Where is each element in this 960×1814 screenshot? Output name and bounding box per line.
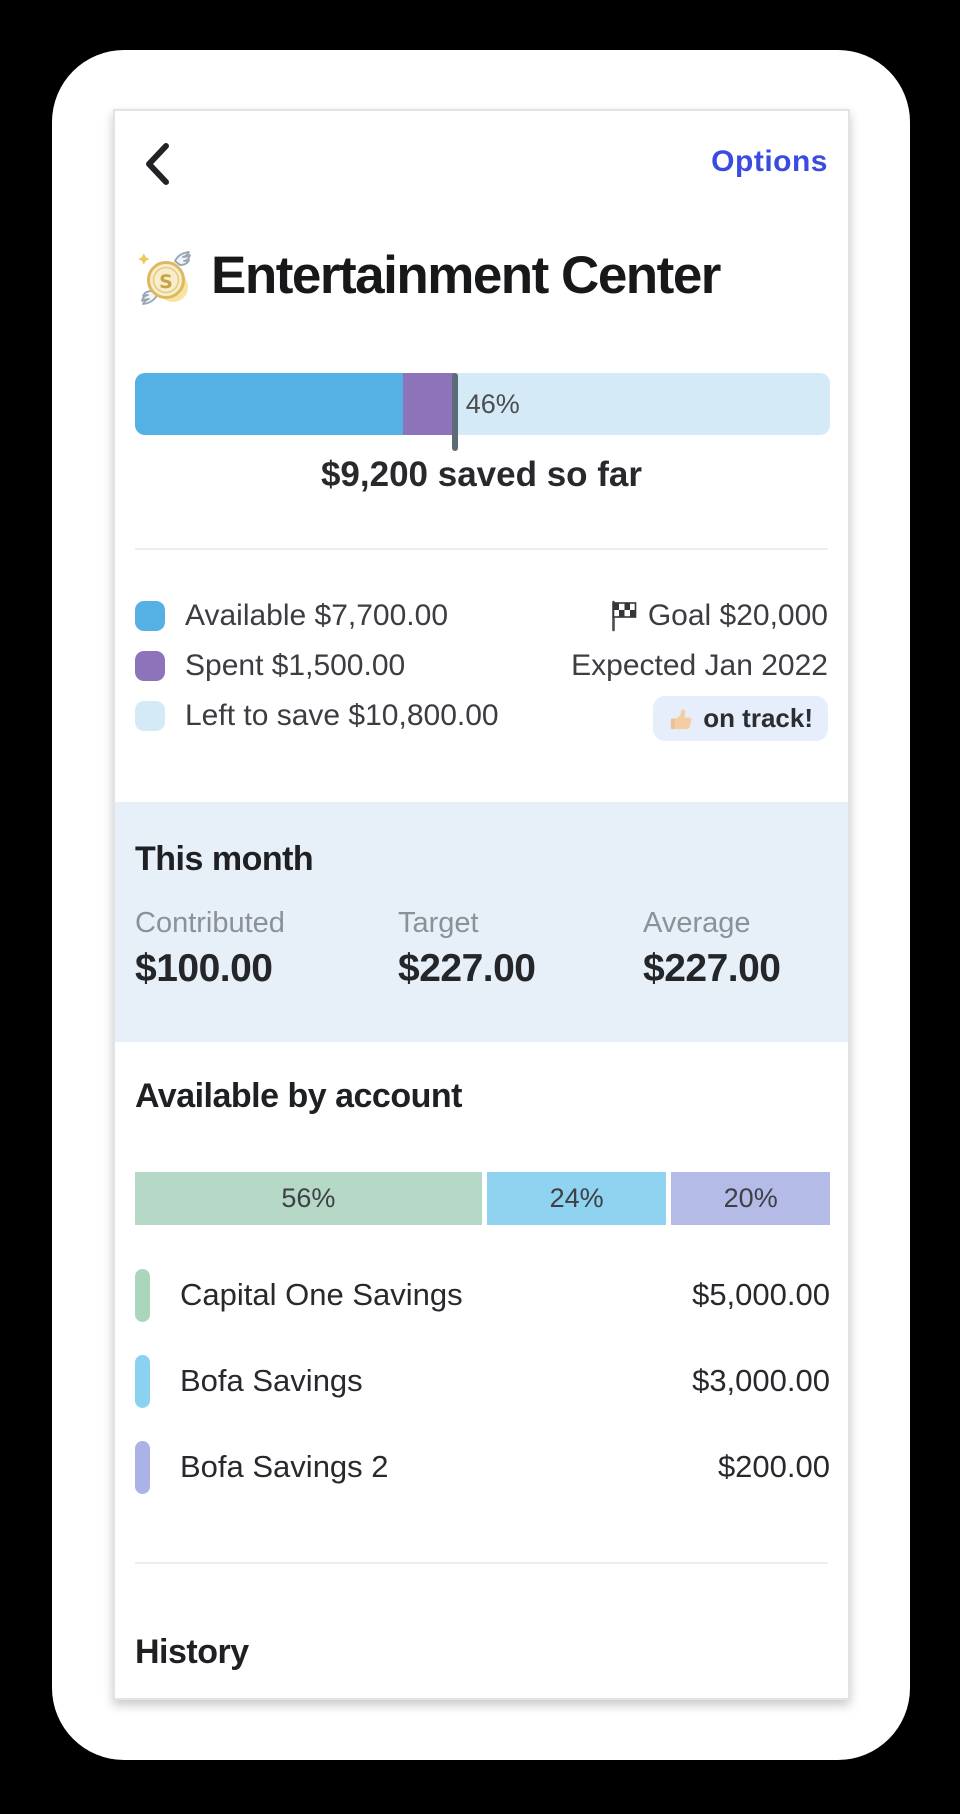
goal-progress-bar bbox=[135, 373, 830, 453]
distribution-segment-1 bbox=[135, 1172, 482, 1225]
goal-header bbox=[135, 231, 838, 319]
legend-item-left-to-save bbox=[135, 691, 499, 741]
svg-text:S: S bbox=[159, 271, 173, 293]
options-button[interactable]: Options bbox=[711, 145, 828, 178]
stat-label: Target bbox=[398, 907, 479, 939]
available-by-account-section bbox=[135, 1077, 830, 1525]
goal-amount-label: Goal $20,000 bbox=[647, 599, 828, 632]
account-row-bofa-savings[interactable] bbox=[135, 1353, 830, 1409]
legend-item-spent bbox=[135, 641, 499, 691]
left-to-save-swatch bbox=[135, 701, 165, 731]
stat-label: Average bbox=[643, 907, 751, 939]
legend-label: Spent $1,500.00 bbox=[185, 649, 406, 682]
thumbs-up-icon bbox=[668, 706, 694, 732]
account-amount: $200.00 bbox=[717, 1449, 830, 1484]
account-color-pill bbox=[135, 1441, 150, 1494]
stat-value: $227.00 bbox=[398, 947, 536, 990]
available-by-account-title: Available by account bbox=[135, 1077, 462, 1115]
expected-date-label: Expected Jan 2022 bbox=[571, 649, 828, 682]
account-amount: $5,000.00 bbox=[692, 1277, 830, 1312]
legend-item-available bbox=[135, 591, 499, 641]
chevron-left-icon bbox=[143, 141, 171, 187]
status-badge bbox=[653, 696, 828, 741]
stat-contributed bbox=[135, 907, 398, 991]
segment-percent-label: 24% bbox=[549, 1183, 604, 1213]
money-with-wings-icon bbox=[135, 239, 197, 311]
legend-list bbox=[135, 591, 499, 741]
distribution-segment-2 bbox=[487, 1172, 667, 1225]
spent-swatch bbox=[135, 651, 165, 681]
account-name: Bofa Savings bbox=[180, 1363, 363, 1398]
this-month-section bbox=[115, 802, 848, 1042]
account-amount: $3,000.00 bbox=[692, 1363, 830, 1398]
account-name: Capital One Savings bbox=[180, 1277, 463, 1312]
goal-legend bbox=[135, 591, 828, 741]
stat-label: Contributed bbox=[135, 907, 285, 939]
progress-segment-available bbox=[135, 373, 403, 435]
stat-value: $100.00 bbox=[135, 947, 273, 990]
account-row-capital-one-savings[interactable] bbox=[135, 1267, 830, 1323]
available-swatch bbox=[135, 601, 165, 631]
account-color-pill bbox=[135, 1355, 150, 1408]
saved-so-far-text: $9,200 saved so far bbox=[320, 455, 643, 494]
checkered-flag-icon bbox=[609, 600, 639, 632]
top-bar bbox=[135, 141, 828, 193]
segment-percent-label: 56% bbox=[281, 1183, 336, 1213]
status-badge-label: on track! bbox=[703, 703, 813, 733]
account-name: Bofa Savings 2 bbox=[180, 1449, 389, 1484]
goal-meta bbox=[571, 591, 828, 741]
expected-date-row bbox=[571, 641, 828, 691]
goal-title: Entertainment Center bbox=[211, 245, 720, 305]
stat-value: $227.00 bbox=[643, 947, 781, 990]
account-list bbox=[135, 1267, 830, 1495]
progress-segment-spent bbox=[403, 373, 455, 435]
back-button[interactable] bbox=[135, 141, 179, 190]
account-color-pill bbox=[135, 1269, 150, 1322]
account-row-bofa-savings-2[interactable] bbox=[135, 1439, 830, 1495]
divider bbox=[135, 1562, 828, 1564]
goal-amount-row bbox=[609, 591, 828, 641]
account-distribution-bar bbox=[135, 1172, 830, 1225]
history-title: History bbox=[135, 1633, 249, 1671]
stat-target bbox=[398, 907, 643, 991]
this-month-stats bbox=[135, 907, 828, 991]
distribution-segment-3 bbox=[671, 1172, 830, 1225]
this-month-title: This month bbox=[135, 840, 314, 878]
phone-frame bbox=[52, 50, 910, 1760]
progress-marker bbox=[452, 373, 520, 451]
segment-percent-label: 20% bbox=[723, 1183, 778, 1213]
legend-label: Left to save $10,800.00 bbox=[185, 699, 499, 732]
stat-average bbox=[643, 907, 828, 991]
legend-label: Available $7,700.00 bbox=[185, 599, 448, 632]
progress-percent-label: 46% bbox=[465, 389, 520, 419]
goal-detail-card bbox=[113, 109, 850, 1700]
divider bbox=[135, 548, 828, 550]
